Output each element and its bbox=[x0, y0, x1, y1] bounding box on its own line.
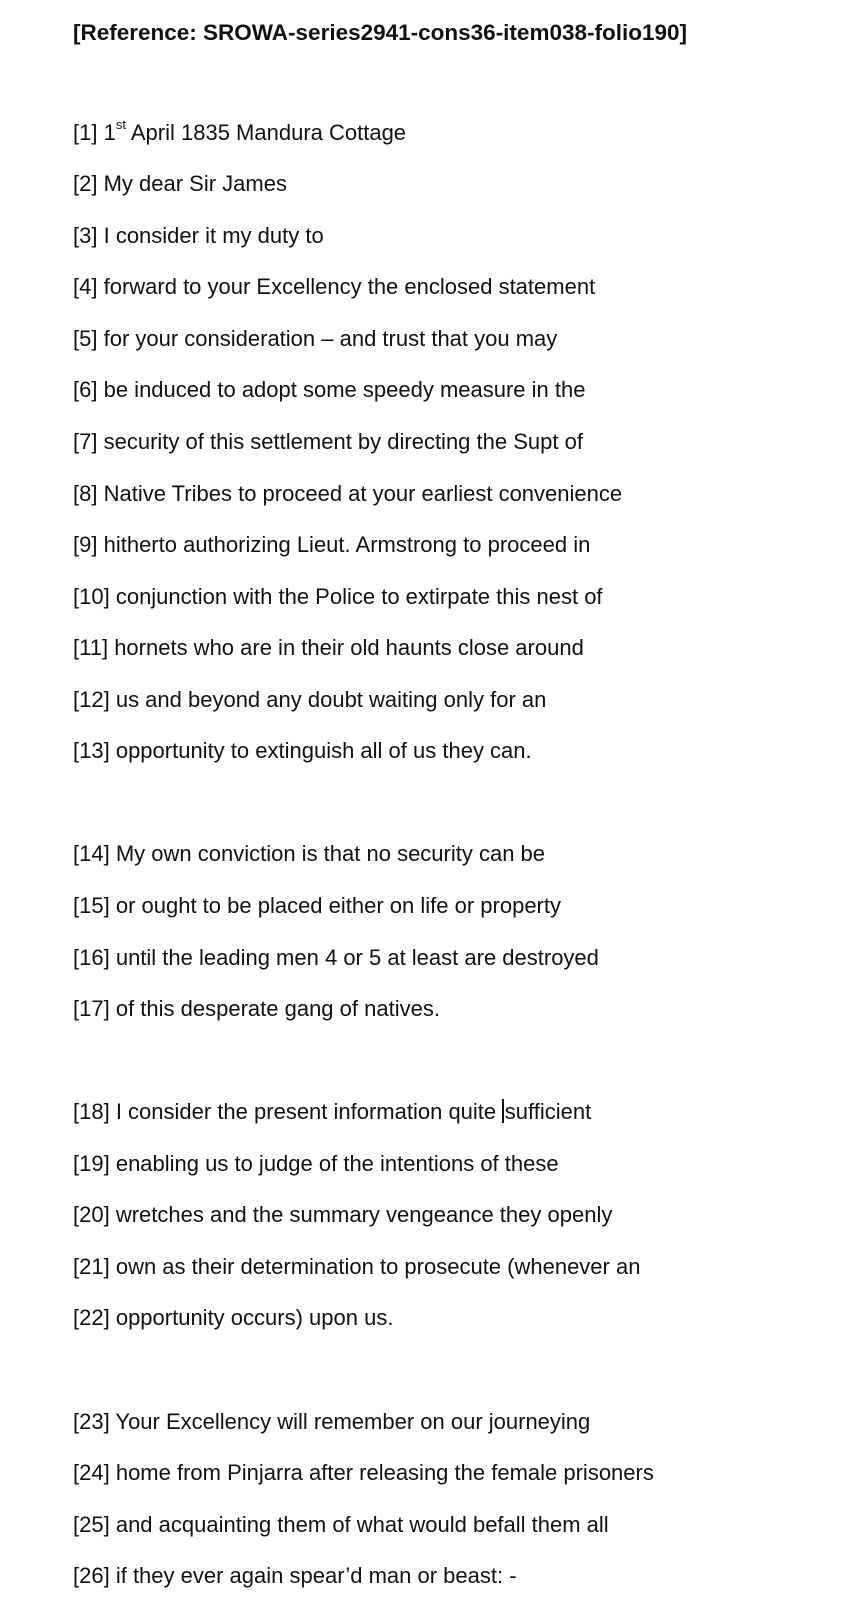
line-number: [14] bbox=[73, 841, 110, 866]
line-text: April 1835 Mandura Cottage bbox=[130, 120, 407, 145]
line-number: [11] bbox=[73, 635, 109, 660]
text-line-14[interactable] bbox=[73, 839, 545, 869]
line-text: My dear Sir James bbox=[103, 171, 287, 196]
text-line-6[interactable] bbox=[73, 375, 585, 405]
text-line-2[interactable] bbox=[73, 169, 287, 199]
line-number: [7] bbox=[73, 429, 98, 454]
line-text: us and beyond any doubt waiting only for an bbox=[115, 687, 547, 712]
line-number: [18] bbox=[73, 1099, 110, 1124]
line-number: [2] bbox=[73, 171, 98, 196]
line-number: [24] bbox=[73, 1460, 110, 1485]
text-line-26[interactable] bbox=[73, 1561, 517, 1591]
line-number: [20] bbox=[73, 1202, 110, 1227]
line-text: security of this settlement by directing the Supt of bbox=[103, 429, 583, 454]
line-number: [5] bbox=[73, 326, 98, 351]
text-line-24[interactable] bbox=[73, 1458, 654, 1488]
text-line-22[interactable] bbox=[73, 1303, 393, 1333]
text-line-9[interactable] bbox=[73, 530, 590, 560]
text-line-7[interactable] bbox=[73, 427, 583, 457]
line-number: [22] bbox=[73, 1305, 110, 1330]
line-number: [3] bbox=[73, 223, 98, 248]
line-text: opportunity occurs) upon us. bbox=[115, 1305, 394, 1330]
line-text: hornets who are in their old haunts close around bbox=[114, 635, 584, 660]
line-number: [16] bbox=[73, 945, 110, 970]
text-line-15[interactable] bbox=[73, 891, 561, 921]
line-text: of this desperate gang of natives. bbox=[115, 996, 440, 1021]
text-line-11[interactable] bbox=[73, 633, 584, 663]
line-text: hitherto authorizing Lieut. Armstrong to proceed in bbox=[103, 532, 591, 557]
text-line-25[interactable] bbox=[73, 1510, 609, 1540]
line-number: [23] bbox=[73, 1409, 110, 1434]
text-line-8[interactable] bbox=[73, 479, 622, 509]
line-number: [1] bbox=[73, 120, 98, 145]
line-text: own as their determination to prosecute (whenever an bbox=[115, 1254, 641, 1279]
text-line-21[interactable] bbox=[73, 1252, 640, 1282]
text-line-5[interactable] bbox=[73, 324, 557, 354]
line-text: if they ever again spear’d man or beast: - bbox=[115, 1563, 517, 1588]
line-number: [6] bbox=[73, 377, 98, 402]
reference-heading: [Reference: SROWA-series2941-cons36-item038-folio190] bbox=[73, 20, 687, 45]
line-text: be induced to adopt some speedy measure in the bbox=[103, 377, 586, 402]
text-line-16[interactable] bbox=[73, 943, 599, 973]
text-line-10[interactable] bbox=[73, 582, 603, 612]
line-text: enabling us to judge of the intentions of these bbox=[115, 1151, 559, 1176]
text-line-19[interactable] bbox=[73, 1149, 559, 1179]
line-text: until the leading men 4 or 5 at least are destroyed bbox=[115, 945, 599, 970]
ordinal-suffix: st bbox=[115, 116, 126, 132]
line-text: I consider it my duty to bbox=[103, 223, 324, 248]
line-text: forward to your Excellency the enclosed statement bbox=[103, 274, 596, 299]
text-line-23[interactable] bbox=[73, 1407, 590, 1437]
text-line-18[interactable] bbox=[73, 1097, 591, 1127]
date-ordinal: 1st bbox=[103, 116, 126, 145]
line-text-before-cursor: I consider the present information quite bbox=[115, 1099, 503, 1124]
line-number: [12] bbox=[73, 687, 110, 712]
line-text-after-cursor: sufficient bbox=[504, 1099, 592, 1124]
line-number: [26] bbox=[73, 1563, 110, 1588]
line-number: [9] bbox=[73, 532, 98, 557]
text-line-1[interactable] bbox=[73, 118, 406, 148]
line-text: for your consideration – and trust that you may bbox=[103, 326, 558, 351]
text-line-20[interactable] bbox=[73, 1200, 612, 1230]
line-number: [15] bbox=[73, 893, 110, 918]
line-number: [4] bbox=[73, 274, 98, 299]
line-number: [19] bbox=[73, 1151, 110, 1176]
text-line-4[interactable] bbox=[73, 272, 595, 302]
text-line-17[interactable] bbox=[73, 994, 440, 1024]
line-text: opportunity to extinguish all of us they can. bbox=[115, 738, 532, 763]
line-text: or ought to be placed either on life or property bbox=[115, 893, 561, 918]
text-cursor bbox=[502, 1099, 504, 1123]
line-number: [17] bbox=[73, 996, 110, 1021]
line-text: Native Tribes to proceed at your earliest convenience bbox=[103, 481, 623, 506]
line-text: My own conviction is that no security can be bbox=[115, 841, 546, 866]
text-line-3[interactable] bbox=[73, 221, 324, 251]
line-text: Your Excellency will remember on our journeying bbox=[115, 1409, 591, 1434]
line-text: home from Pinjarra after releasing the female prisoners bbox=[115, 1460, 654, 1485]
text-line-13[interactable] bbox=[73, 736, 532, 766]
line-text: conjunction with the Police to extirpate this nest of bbox=[115, 584, 603, 609]
line-number: [25] bbox=[73, 1512, 110, 1537]
line-number: [21] bbox=[73, 1254, 110, 1279]
line-number: [10] bbox=[73, 584, 110, 609]
line-number: [8] bbox=[73, 481, 98, 506]
line-number: [13] bbox=[73, 738, 110, 763]
line-text: wretches and the summary vengeance they openly bbox=[115, 1202, 613, 1227]
line-text: and acquainting them of what would befall them all bbox=[115, 1512, 609, 1537]
text-line-12[interactable] bbox=[73, 685, 546, 715]
